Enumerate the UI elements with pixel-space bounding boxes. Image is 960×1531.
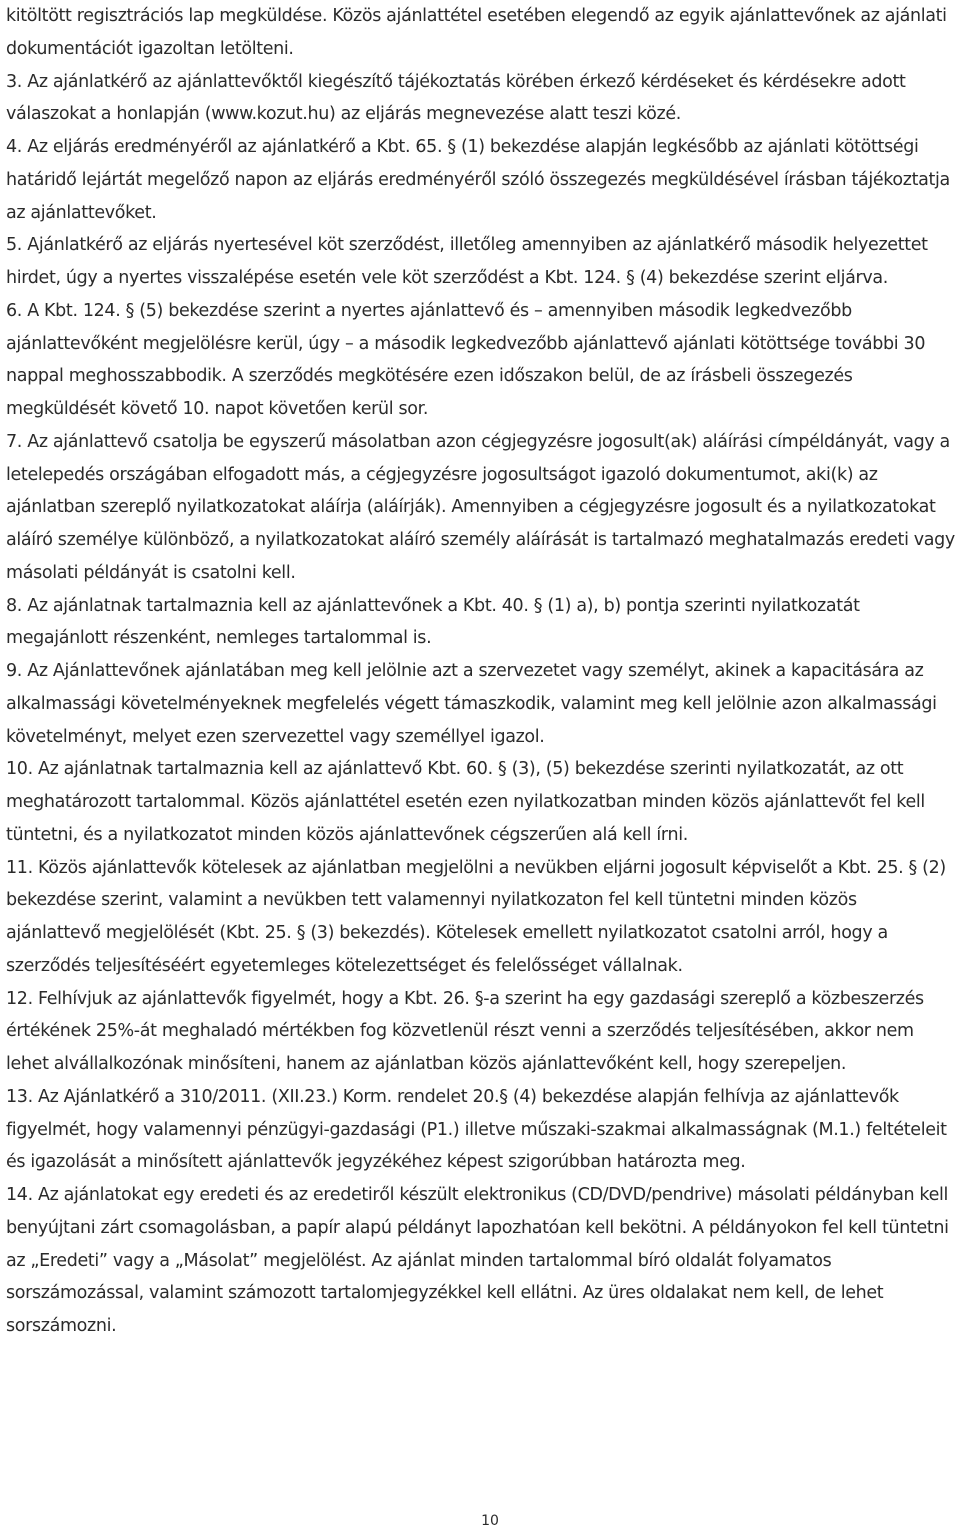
page-number: 10 bbox=[481, 1513, 499, 1529]
paragraph-6: 6. A Kbt. 124. § (5) bekezdése szerint a nyertes ajánlattevő és – amennyiben második legkedvezőbb ajánlattevőként megjelölésre kerül, úgy – a második legkedvezőbb ajánlattevő ajánlati kötöttsége további 30 nappal meghosszabbodik. A szerződés megkötésére ezen időszakon belül, de az írásbeli összegezés megküldését követő 10. napot követően kerül sor. bbox=[6, 300, 926, 419]
paragraph-8: 8. Az ajánlatnak tartalmaznia kell az ajánlattevőnek a Kbt. 40. § (1) a), b) pontja szerinti nyilatkozatát megajánlott részenként, nemleges tartalommal is. bbox=[6, 595, 860, 649]
paragraph-regisztracio: kitöltött regisztrációs lap megküldése. Közös ajánlattétel esetében elegendő az egyik ajánlattevőnek az ajánlati dokumentációt igazoltan letölteni. bbox=[6, 6, 947, 59]
paragraph-10: 10. Az ajánlatnak tartalmaznia kell az ajánlattevő Kbt. 60. § (3), (5) bekezdése szerinti nyilatkozatát, az ott meghatározott tartalommal. Közös ajánlattétel esetén ezen nyilatkozatban minden közös ajánlattevőt fel kell tüntetni, és a nyilatkozatot minden közös ajánlattevőnek cégszerűen alá kell írni. bbox=[6, 759, 925, 845]
paragraph-4: 4. Az eljárás eredményéről az ajánlatkérő a Kbt. 65. § (1) bekezdése alapján legkésőbb az ajánlati kötöttségi határidő lejártát megelőző napon az eljárás eredményéről szóló összegezés megküldésével írásban tájékoztatja az ajánlattevőket. bbox=[6, 137, 950, 223]
paragraph-9: 9. Az Ajánlattevőnek ajánlatában meg kell jelölnie azt a szervezetet vagy személyt, akinek a kapacitására az alkalmassági követelményeknek megfelelés végett támaszkodik, valamint meg kell jelölnie azon alkalmassági követelményt, melyet ezen szervezettel vagy személlyel igazol. bbox=[6, 661, 937, 747]
paragraph-12: 12. Felhívjuk az ajánlattevők figyelmét, hogy a Kbt. 26. §-a szerint ha egy gazdasági szereplő a közbeszerzés értékének 25%-át meghaladó mértékben fog közvetlenül részt venni a szerződés teljesítésében, akkor nem lehet alvállalkozónak minősíteni, hanem az ajánlatban közös ajánlattevőként kell, hogy szerepeljen. bbox=[6, 988, 924, 1074]
paragraph-11: 11. Közös ajánlattevők kötelesek az ajánlatban megjelölni a nevükben eljárni jogosult képviselőt a Kbt. 25. § (2) bekezdése szerint, valamint a nevükben tett valamennyi nyilatkozaton fel kell tüntetni minden közös ajánlattevő megjelölését (Kbt. 25. § (3) bekezdés). Kötelesek emellett nyilatkozatot csatolni arról, hogy a szerződés teljesítéséért egyetemleges kötelezettséget és felelősséget vállalnak. bbox=[6, 857, 946, 976]
paragraph-3: 3. Az ajánlatkérő az ajánlattevőktől kiegészítő tájékoztatás körében érkező kérdéseket és kérdésekre adott válaszokat a honlapján (www.kozut.hu) az eljárás megnevezése alatt teszi közé. bbox=[6, 71, 906, 125]
paragraph-7: 7. Az ajánlattevő csatolja be egyszerű másolatban azon cégjegyzésre jogosult(ak) aláírási címpéldányát, vagy a letelepedés országában elfogadott más, a cégjegyzésre jogosultságot igazoló dokumentumot, aki(k) az ajánlatban szereplő nyilatkozatokat aláírja (aláírják). Amennyiben a cégjegyzésre jogosult és a nyilatkozatokat aláíró személye különböző, a nyilatkozatokat aláíró személy aláírását is tartalmazó meghatalmazás eredeti vagy másolati példányát is csatolni kell. bbox=[6, 431, 955, 583]
document-body bbox=[6, 0, 956, 1343]
paragraph-5: 5. Ajánlatkérő az eljárás nyertesével köt szerződést, illetőleg amennyiben az ajánlatkérő második helyezettet hirdet, úgy a nyertes visszalépése esetén vele köt szerződést a Kbt. 124. § (4) bekezdése szerint eljárva. bbox=[6, 235, 928, 288]
paragraph-14: 14. Az ajánlatokat egy eredeti és az eredetiről készült elektronikus (CD/DVD/pendrive) másolati példányban kell benyújtani zárt csomagolásban, a papír alapú példányt lapozhatóan kell bekötni. A példányokon fel kell tüntetni az „Eredeti” vagy a „Másolat” megjelölést. Az ajánlat minden tartalommal bíró oldalát folyamatos sorszámozással, valamint számozott tartalomjegyzékkel kell ellátni. Az üres oldalakat nem kell, de lehet sorszámozni. bbox=[6, 1185, 949, 1336]
paragraph-13: 13. Az Ajánlatkérő a 310/2011. (XII.23.) Korm. rendelet 20.§ (4) bekezdése alapján felhívja az ajánlattevők figyelmét, hogy valamennyi pénzügyi-gazdasági (P1.) illetve műszaki-szakmai alkalmasságnak (M.1.) feltételeit és igazolását a minősített ajánlattevők jegyzékéhez képest szigorúbban határozta meg. bbox=[6, 1086, 947, 1173]
